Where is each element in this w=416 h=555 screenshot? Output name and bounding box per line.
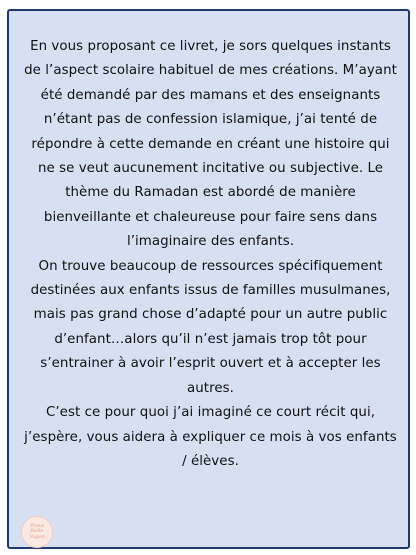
text-panel xyxy=(7,9,410,549)
paragraph-resources: On trouve beaucoup de ressources spécifiquement destinées aux enfants issus de familles musulmanes, mais pas grand chose d’adapté pour un autre public d’enfant…alors qu’il n’est jamais trop tôt pour s’entrainer à avoir l’esprit ouvert et à accepter les autres. xyxy=(30,258,391,396)
logo-text-line-3: Vogen xyxy=(29,533,45,540)
body-text xyxy=(21,35,400,474)
paragraph-conclusion: C’est ce pour quoi j’ai imaginé ce court récit qui, j’espère, vous aidera à expliquer ce mois à vos enfants / élèves. xyxy=(24,405,397,469)
logo-text-line-2: Belle xyxy=(30,528,44,535)
logo-text-line-1: Prout xyxy=(30,522,44,529)
paragraph-intro: En vous proposant ce livret, je sors quelques instants de l’aspect scolaire habituel de mes créations. M’ayant été demandé par des mamans et des enseignants n’étant pas de confession islamique, j’ai tenté de répondre à cette demande en créant une histoire qui ne se veut aucunement incitative ou subjective. Le thème du Ramadan est abordé de manière bienveillante et chaleureuse pour faire sens dans l’imaginaire des enfants. xyxy=(24,39,397,250)
brand-logo xyxy=(21,516,53,548)
